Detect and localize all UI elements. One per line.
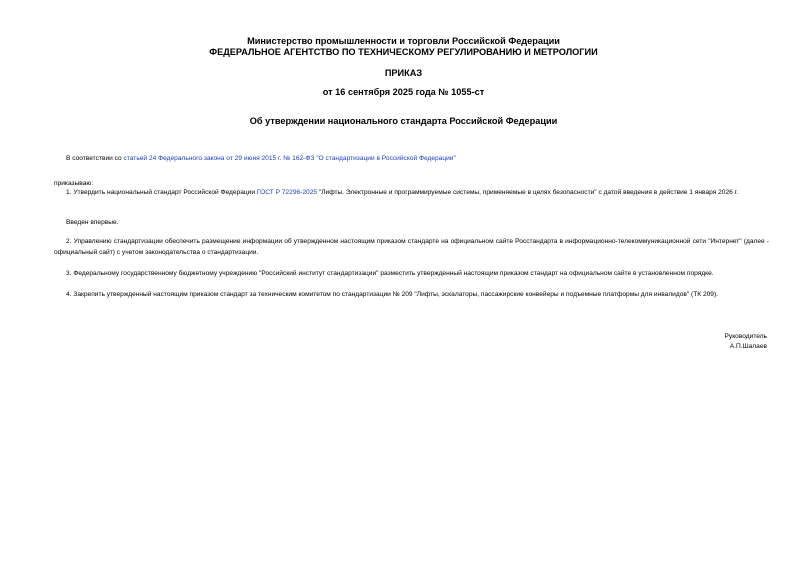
document-type: ПРИКАЗ (384, 68, 423, 78)
document-date-number: от 16 сентября 2025 года № 1055-ст (322, 87, 485, 97)
item-4-paragraph: 4. Закрепить утвержденный настоящим приказом стандарт за техническим комитетом по стандартизации № 209 "Лифты, эскалаторы, пассажирские конвейеры и подъемные платформы для инвалидов" (ТК 209). (66, 291, 718, 298)
ministry-heading: Министерство промышленности и торговли Российской Федерации (247, 36, 560, 46)
gost-standard-link[interactable]: ГОСТ Р 72296-2025 (256, 189, 318, 196)
item-1-suffix: "Лифты. Электронные и программируемые системы, применяемые в целях безопасности" с датой введения в действие 1 января 2026 г. (317, 189, 739, 196)
signatory-name: А.П.Шалаев (729, 343, 767, 350)
item-3-paragraph: 3. Федеральному государственному бюджетному учреждению "Российский институт стандартизации" разместить утвержденный настоящим приказом стандарт на официальном сайте в установленном порядке. (66, 270, 714, 277)
signatory-title: Руководитель (724, 333, 767, 340)
agency-heading: ФЕДЕРАЛЬНОЕ АГЕНТСТВО ПО ТЕХНИЧЕСКОМУ РЕГУЛИРОВАНИЮ И МЕТРОЛОГИИ (209, 47, 598, 57)
item-1-paragraph (54, 187, 769, 198)
introduced-first-time: Введен впервые. (66, 219, 119, 226)
item-1-prefix: 1. Утвердить национальный стандарт Российской Федерации (66, 189, 257, 196)
preamble-paragraph (54, 153, 769, 164)
order-word: приказываю: (54, 180, 94, 187)
document-subject: Об утверждении национального стандарта Российской Федерации (249, 116, 558, 126)
preamble-text: В соответствии со (66, 155, 124, 162)
law-article-link[interactable]: статьей 24 Федерального закона от 29 июня 2015 г. № 162-ФЗ "О стандартизации в Российской Федерации" (123, 155, 456, 162)
item-2-paragraph: 2. Управлению стандартизации обеспечить размещение информации об утвержденном настоящим приказом стандарте на официальном сайте Росстандарта в информационно-телекоммуникационной сети "Интернет" (далее - официальный сайт) с учетом законодательства о стандартизации. (54, 238, 769, 256)
